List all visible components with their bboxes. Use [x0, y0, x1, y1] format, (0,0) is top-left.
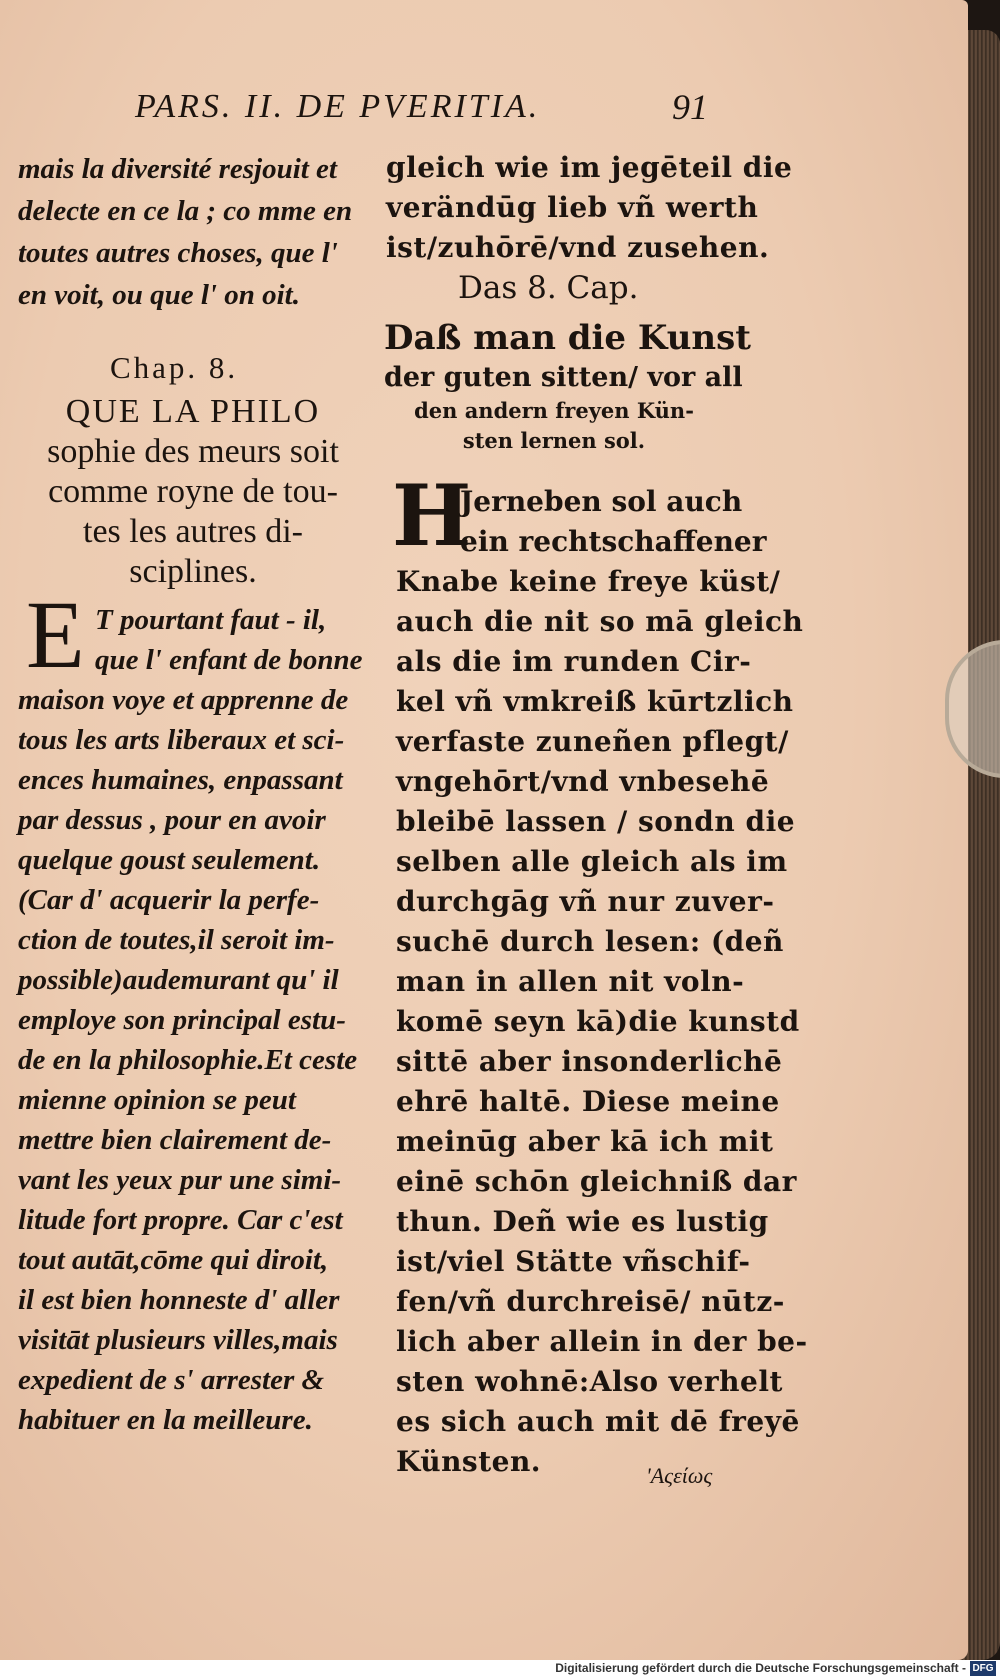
text-line: verändūg lieb vñ werth: [386, 191, 759, 224]
text-line: als die im runden Cir-: [396, 645, 752, 678]
text-line: sten wohnē:Also verhelt: [396, 1365, 783, 1398]
text-line: ences humaines, enpassant: [18, 764, 343, 796]
text-line: mais la diversité resjouit et: [18, 153, 337, 185]
french-chapter-label: Chap. 8.: [110, 350, 239, 385]
text-line: par dessus , pour en avoir: [18, 804, 326, 836]
text-line: habituer en la meilleure.: [18, 1404, 313, 1436]
text-line: maison voye et apprenne de: [18, 684, 349, 716]
text-line: Jerneben sol auch: [460, 485, 743, 518]
text-line: T pourtant faut - il,: [95, 604, 327, 636]
text-line: delecte en ce la ; co mme en: [18, 195, 353, 227]
text-line: es sich auch mit dē freyē: [396, 1405, 800, 1438]
text-line: gleich wie im jegēteil die: [386, 151, 793, 184]
german-drop-cap: H: [392, 466, 472, 565]
dfg-logo: DFG: [970, 1661, 996, 1676]
text-line: il est bien honneste d' aller: [18, 1284, 340, 1316]
text-line: (Car d' acquerir la perfe-: [18, 884, 320, 916]
text-line: ist/zuhōrē/vnd zusehen.: [386, 231, 770, 264]
title-line: comme royne de tou-: [48, 473, 338, 510]
title-line: sophie des meurs soit: [47, 433, 339, 470]
german-chapter-title: [384, 316, 751, 456]
text-line: kel vñ vmkreiß kūrtzlich: [396, 685, 794, 718]
title-line: Daß man die Kunst: [384, 318, 751, 358]
text-line: tous les arts liberaux et sci-: [18, 724, 345, 756]
text-line: ehrē haltē. Diese meine: [396, 1085, 780, 1118]
german-chapter-label: Das 8. Cap.: [458, 270, 639, 306]
text-line: Knabe keine freye küst/: [396, 565, 781, 598]
text-line: possible)audemurant qu' il: [18, 964, 339, 996]
text-line: mettre bien clairement de-: [18, 1124, 332, 1156]
text-line: man in allen nit voln-: [396, 965, 745, 998]
text-line: fen/vñ durchreisē/ nūtz-: [396, 1285, 785, 1318]
text-line: visitāt plusieurs villes,mais: [18, 1324, 338, 1356]
text-line: auch die nit so mā gleich: [396, 605, 804, 638]
text-line: toutes autres choses, que l': [18, 237, 338, 269]
text-line: vngehōrt/vnd vnbesehē: [396, 765, 770, 798]
french-drop-cap: E: [26, 581, 85, 688]
text-line: ction de toutes,il seroit im-: [18, 924, 335, 956]
text-line: selben alle gleich als im: [396, 845, 788, 878]
text-line: Künsten.: [396, 1445, 542, 1478]
french-first-lines: [95, 600, 362, 680]
folio-number: 91: [672, 87, 708, 127]
catchword: 'Αςείως: [646, 1463, 713, 1488]
text-line: de en la philosophie.Et ceste: [18, 1044, 358, 1076]
text-line: ist/viel Stätte vñschif-: [396, 1245, 751, 1278]
text-line: bleibē lassen / sondn die: [396, 805, 796, 838]
french-body: [18, 680, 357, 1440]
french-continuation: [18, 148, 352, 316]
text-line: quelque goust seulement.: [18, 844, 321, 876]
text-line: vant les yeux pur une simi-: [18, 1164, 342, 1196]
text-line: durchgāg vñ nur zuver-: [396, 885, 775, 918]
text-line: expedient de s' arrester &: [18, 1364, 325, 1396]
title-line: der guten sitten/ vor all: [384, 362, 743, 393]
text-line: mienne opinion se peut: [18, 1084, 296, 1116]
title-line: sciplines.: [129, 553, 257, 590]
text-line: en voit, ou que l' on oit.: [18, 279, 300, 311]
text-line: verfaste zuneñen pflegt/: [396, 725, 789, 758]
french-chapter-title: [28, 392, 358, 592]
german-first-lines: [460, 482, 767, 562]
title-line: QUE LA PHILO: [65, 393, 321, 430]
text-line: ein rechtschaffener: [460, 525, 767, 558]
text-line: meinūg aber kā ich mit: [396, 1125, 774, 1158]
funding-credit: Digitalisierung gefördert durch die Deutsche Forschungsgemeinschaft -: [555, 1661, 966, 1675]
text-line: einē schōn gleichniß dar: [396, 1165, 797, 1198]
german-body: [396, 562, 808, 1482]
text-line: tout autāt,cōme qui diroit,: [18, 1244, 329, 1276]
text-line: que l' enfant de bonne: [95, 644, 363, 676]
text-line: thun. Deñ wie es lustig: [396, 1205, 769, 1238]
running-head: PARS. II. DE PVERITIA.: [135, 88, 541, 125]
title-line: tes les autres di-: [83, 513, 303, 550]
title-line: sten lernen sol.: [462, 428, 646, 453]
text-line: litude fort propre. Car c'est: [18, 1204, 343, 1236]
title-line: den andern freyen Kün-: [414, 398, 694, 423]
text-line: employe son principal estu-: [18, 1004, 346, 1036]
text-line: sittē aber insonderlichē: [396, 1045, 783, 1078]
german-continuation: [386, 148, 792, 268]
text-line: lich aber allein in der be-: [396, 1325, 808, 1358]
text-line: komē seyn kā)die kunstd: [396, 1005, 800, 1038]
text-line: suchē durch lesen: (deñ: [396, 925, 784, 958]
